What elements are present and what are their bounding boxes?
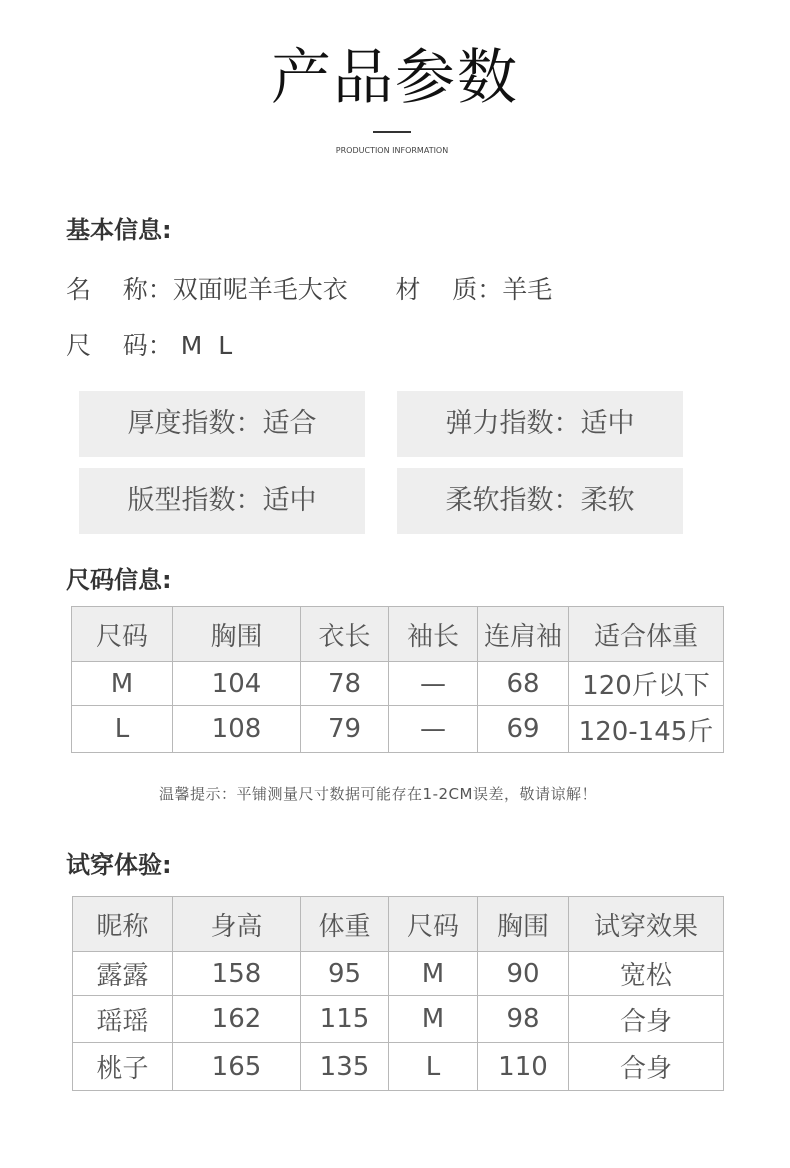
softness-index: 柔软指数：柔软: [397, 468, 683, 534]
basic-info-heading: 基本信息:: [66, 216, 172, 244]
table-cell: L: [72, 706, 173, 753]
try-on-table: [72, 896, 724, 1091]
elasticity-index: 弹力指数：适中: [397, 391, 683, 457]
table-cell: 158: [173, 952, 301, 996]
column-header: 身高: [173, 897, 301, 952]
table-cell: 108: [173, 706, 301, 753]
table-header-row: [73, 897, 724, 952]
table-cell: 桃子: [73, 1043, 173, 1091]
table-row: [73, 1043, 724, 1091]
table-cell: L: [389, 1043, 478, 1091]
table-cell: 98: [478, 996, 569, 1043]
table-cell: 162: [173, 996, 301, 1043]
table-cell: 120-145斤: [569, 706, 724, 753]
column-header: 连肩袖: [478, 607, 569, 662]
column-header: 适合体重: [569, 607, 724, 662]
size-line: 尺 码： M L: [66, 331, 233, 360]
table-cell: 69: [478, 706, 569, 753]
table-cell: 露露: [73, 952, 173, 996]
table-cell: 78: [301, 662, 389, 706]
column-header: 胸围: [173, 607, 301, 662]
try-on-heading: 试穿体验:: [66, 851, 172, 879]
column-header: 试穿效果: [569, 897, 724, 952]
table-cell: 95: [301, 952, 389, 996]
table-cell: 165: [173, 1043, 301, 1091]
table-row: [73, 952, 724, 996]
table-row: [72, 706, 724, 753]
table-cell: —: [389, 706, 478, 753]
column-header: 衣长: [301, 607, 389, 662]
column-header: 尺码: [389, 897, 478, 952]
table-cell: M: [72, 662, 173, 706]
page-title: 产品参数: [271, 43, 519, 113]
table-cell: 68: [478, 662, 569, 706]
table-cell: 90: [478, 952, 569, 996]
table-cell: 110: [478, 1043, 569, 1091]
table-cell: 合身: [569, 996, 724, 1043]
table-row: [73, 996, 724, 1043]
table-cell: 合身: [569, 1043, 724, 1091]
table-cell: 135: [301, 1043, 389, 1091]
table-cell: 宽松: [569, 952, 724, 996]
table-cell: M: [389, 952, 478, 996]
column-header: 昵称: [73, 897, 173, 952]
table-cell: 104: [173, 662, 301, 706]
title-divider: [373, 131, 411, 133]
thickness-index: 厚度指数：适合: [79, 391, 365, 457]
fit-index: 版型指数：适中: [79, 468, 365, 534]
table-cell: —: [389, 662, 478, 706]
size-table: [71, 606, 724, 753]
name-material-line: 名 称：双面呢羊毛大衣 材 质：羊毛: [66, 275, 553, 304]
table-cell: 瑶瑶: [73, 996, 173, 1043]
column-header: 袖长: [389, 607, 478, 662]
column-header: 胸围: [478, 897, 569, 952]
size-info-heading: 尺码信息:: [66, 566, 172, 594]
column-header: 尺码: [72, 607, 173, 662]
table-cell: 79: [301, 706, 389, 753]
measurement-notice: 温馨提示：平铺测量尺寸数据可能存在1-2CM误差，敬请谅解！: [159, 785, 597, 803]
page-subtitle: PRODUCTION INFORMATION: [335, 146, 449, 155]
table-cell: 120斤以下: [569, 662, 724, 706]
table-cell: 115: [301, 996, 389, 1043]
table-cell: M: [389, 996, 478, 1043]
table-row: [72, 662, 724, 706]
column-header: 体重: [301, 897, 389, 952]
table-header-row: [72, 607, 724, 662]
